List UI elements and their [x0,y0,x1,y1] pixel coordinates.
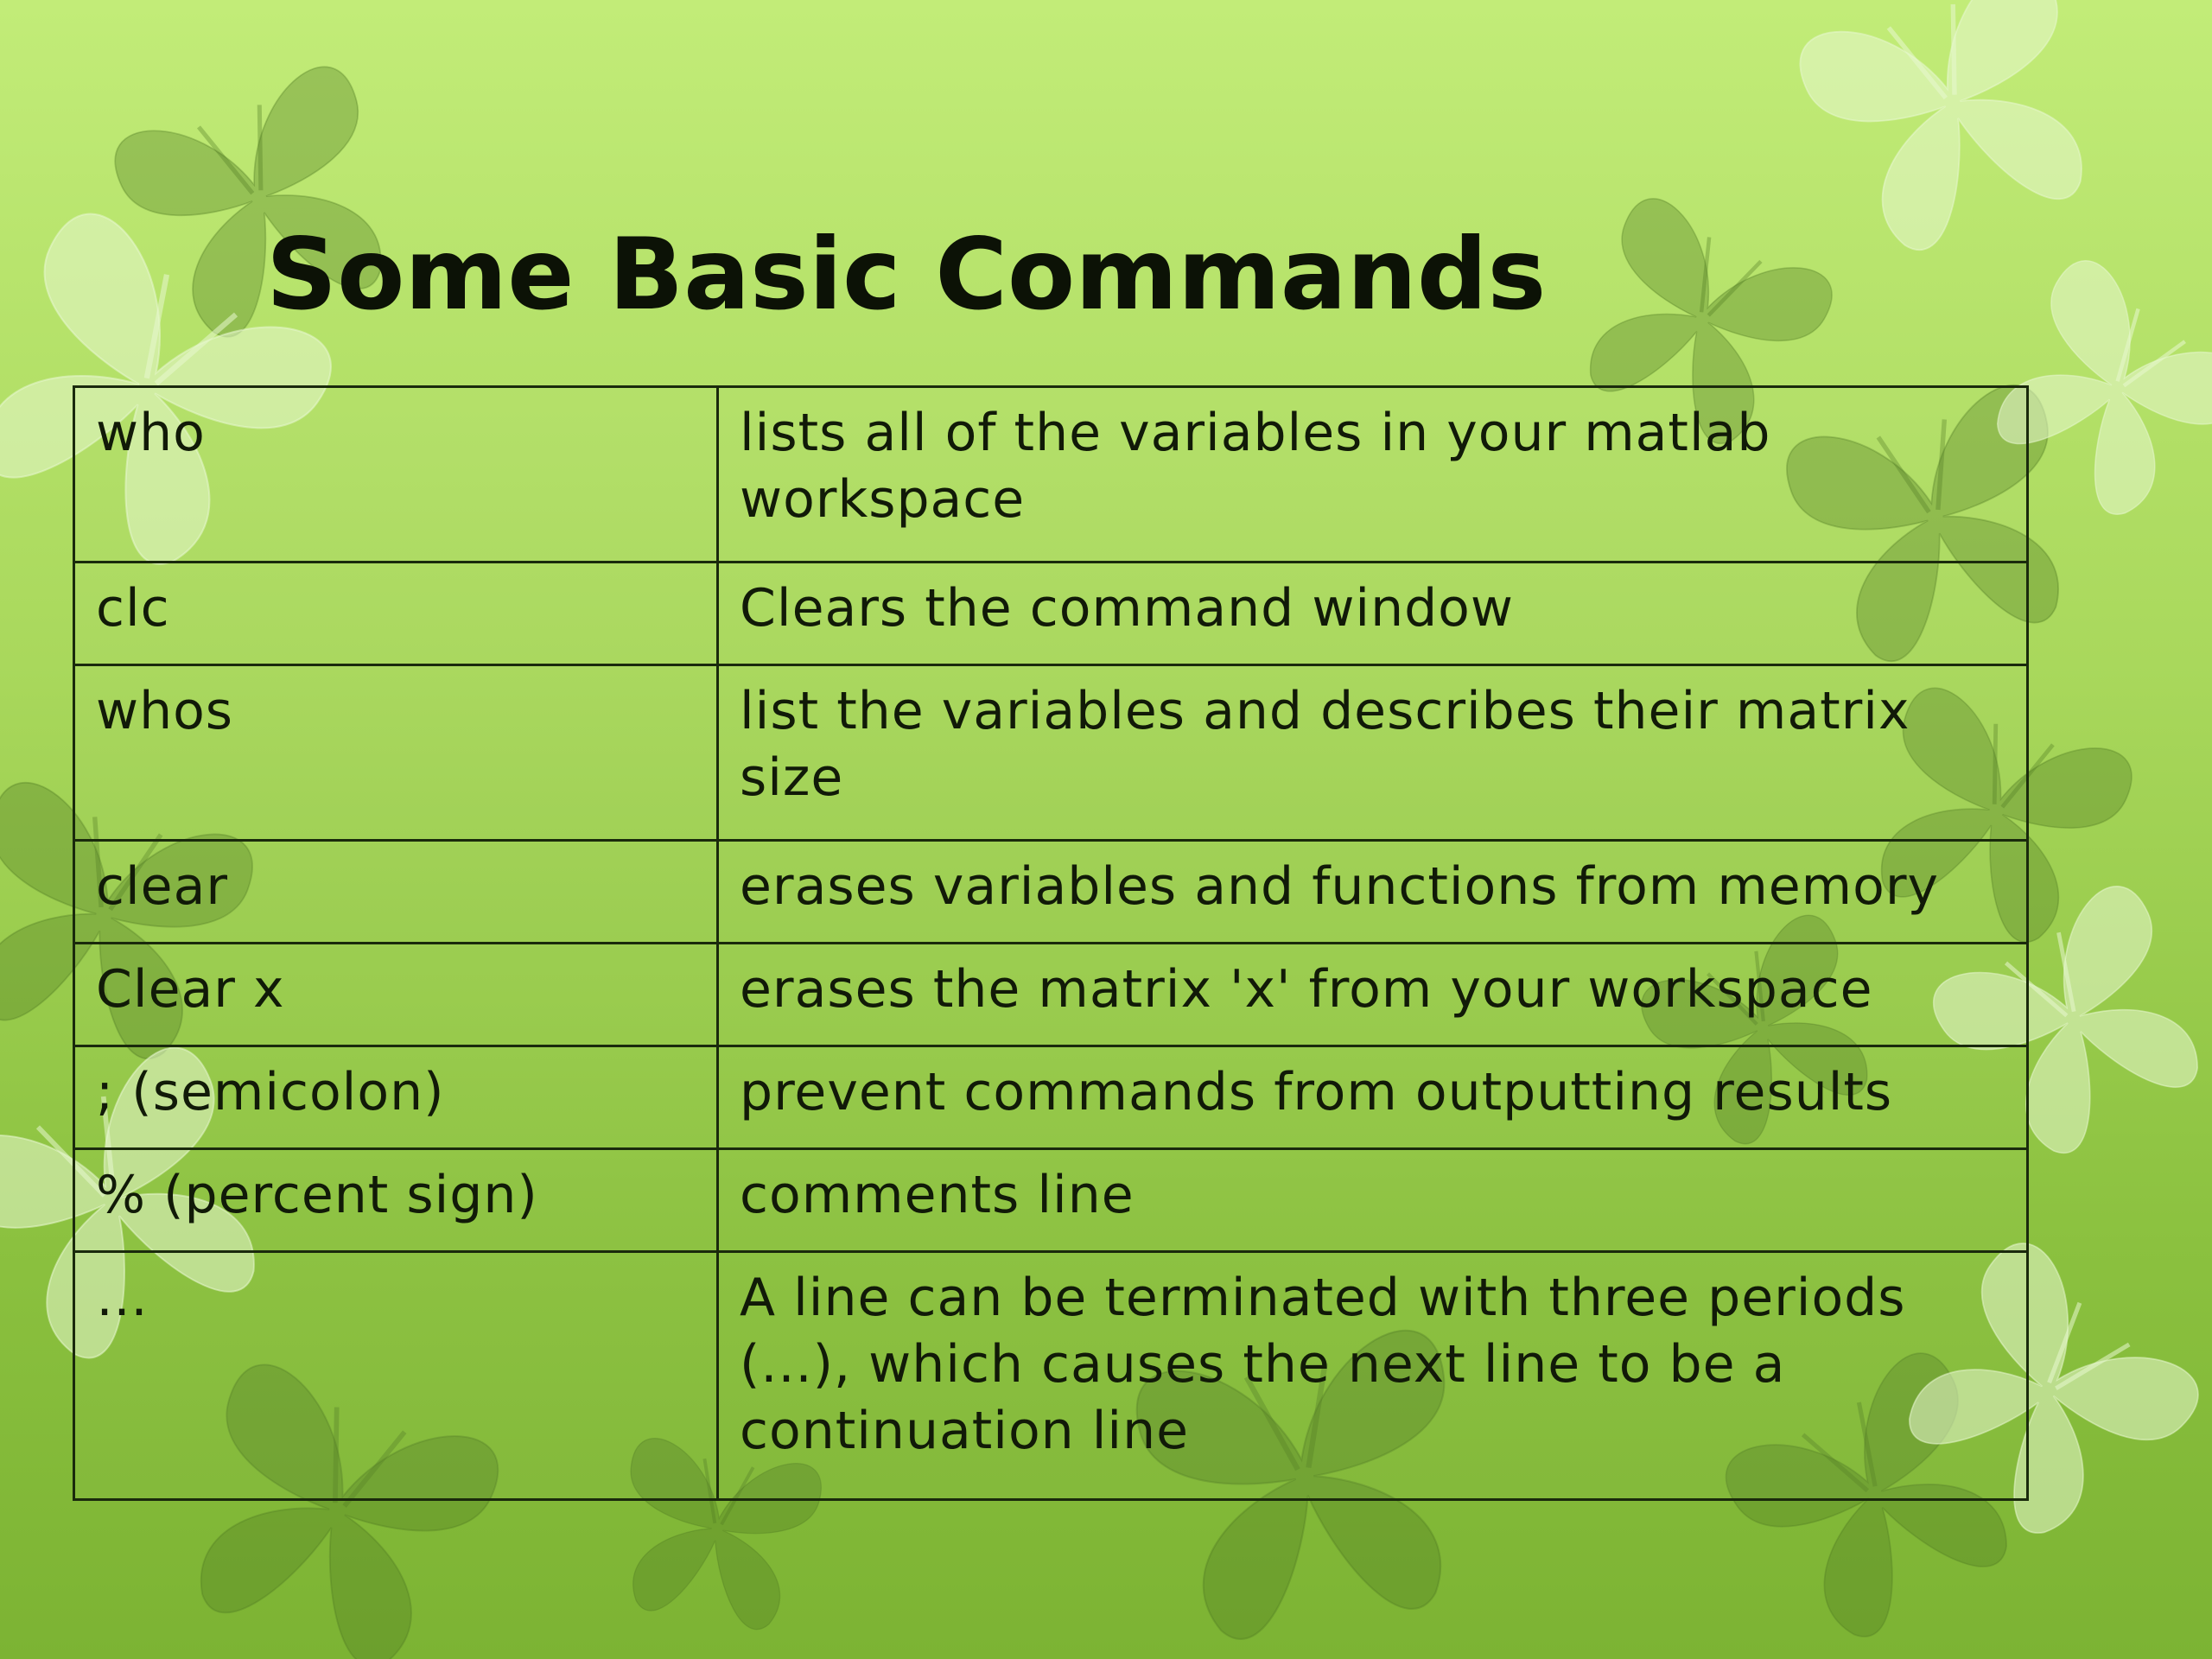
table-row [74,944,2028,1046]
description-cell: A line can be terminated with three periods (...), which causes the next line to be a continuation line [718,1252,2028,1500]
description-cell: comments line [718,1149,2028,1252]
command-cell: clear [74,841,718,944]
description-cell: lists all of the variables in your matlab workspace [718,387,2028,563]
table-row [74,563,2028,665]
command-cell: clc [74,563,718,665]
description-cell: list the variables and describes their matrix size [718,665,2028,841]
command-cell: who [74,387,718,563]
table-row [74,1252,2028,1500]
table-row [74,387,2028,563]
description-cell: prevent commands from outputting results [718,1046,2028,1149]
command-cell: whos [74,665,718,841]
table-row [74,1046,2028,1149]
command-cell: … [74,1252,718,1500]
command-cell: Clear x [74,944,718,1046]
table-row [74,665,2028,841]
description-cell: erases variables and functions from memory [718,841,2028,944]
slide-title: Some Basic Commands [266,217,1547,332]
commands-table [73,385,2029,1501]
description-cell: Clears the command window [718,563,2028,665]
command-cell: % (percent sign) [74,1149,718,1252]
table-row [74,1149,2028,1252]
command-cell: ; (semicolon) [74,1046,718,1149]
table-row [74,841,2028,944]
description-cell: erases the matrix 'x' from your workspace [718,944,2028,1046]
